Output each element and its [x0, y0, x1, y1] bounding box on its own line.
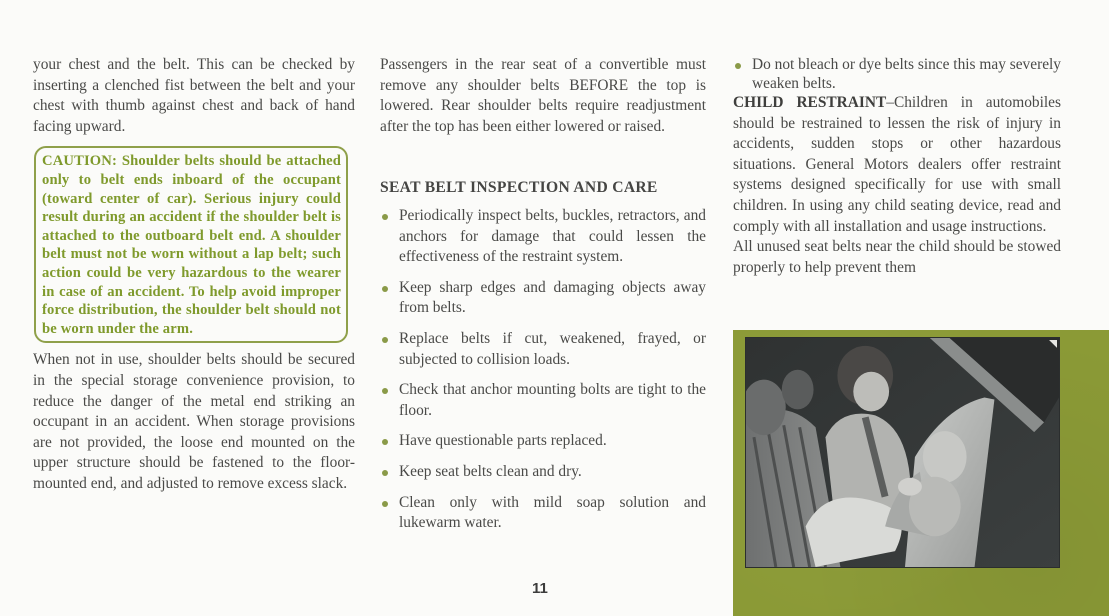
list-item: Periodically inspect belts, buckles, retractors, and anchors for damage that could lessen the effectiveness of the restraint system. [380, 206, 706, 268]
list-item: Clean only with mild soap solution and lukewarm water. [380, 493, 706, 534]
list-item: Keep sharp edges and damaging objects away from belts. [380, 278, 706, 319]
column-left [33, 55, 355, 494]
column-middle [380, 55, 706, 544]
bullet-icon [382, 439, 388, 445]
child-restraint-paragraph [733, 93, 1061, 237]
list-item: Check that anchor mounting bolts are tight to the floor. [380, 380, 706, 421]
section-heading-inspection: SEAT BELT INSPECTION AND CARE [380, 179, 658, 197]
list-item: Do not bleach or dye belts since this may severely weaken belts. [733, 55, 1061, 93]
unused-belts-paragraph: All unused seat belts near the child should be stowed properly to help prevent them [733, 238, 1061, 276]
storage-paragraph: When not in use, shoulder belts should be secured in the special storage convenience provision, to reduce the danger of the metal end striking an occupant in an accident. When storage provisions are not provided, the loose end mounted on the upper structure should be fastened to the floor-mounted end, and adjusted to remove excess slack. [33, 351, 355, 492]
bullet-icon [382, 501, 388, 507]
child-seat-photo [745, 337, 1060, 568]
column-right [733, 55, 1061, 278]
caution-text: CAUTION: Shoulder belts should be attached only to belt ends inboard of the occupant (toward center of car). Serious injury could result during an accident if the shoulder belt is attached to the outboard belt end. A shoulder belt must not be worn without a lap belt; such action could be very hazardous to the wearer in case of an accident. To help avoid improper force distribution, the shoulder belt should not be worn under the arm. [42, 153, 341, 337]
list-item: Keep seat belts clean and dry. [380, 462, 706, 483]
bullet-icon [735, 63, 741, 69]
bullet-icon [382, 337, 388, 343]
inspection-list [380, 206, 706, 534]
list-item: Have questionable parts replaced. [380, 431, 706, 452]
bullet-icon [382, 388, 388, 394]
care-list-continued [733, 55, 1061, 93]
child-restraint-text: –Children in automobiles should be restrained to lessen the risk of injury in accidents, sudden stops or other hazardous situations. General Motors dealers offer restraint systems designed specifically for use with small children. In using any child seating device, read and comply with all installation and usage instructions. [733, 94, 1061, 235]
chest-check-paragraph: your chest and the belt. This can be checked by inserting a clenched fist between the belt and your chest with thumb against chest and back of hand facing upward. [33, 56, 355, 135]
caution-box [34, 146, 348, 343]
bullet-icon [382, 214, 388, 220]
list-item: Replace belts if cut, weakened, frayed, or subjected to collision loads. [380, 329, 706, 370]
bullet-icon [382, 470, 388, 476]
photo-illustration [746, 338, 1059, 567]
convertible-paragraph: Passengers in the rear seat of a convertible must remove any shoulder belts BEFORE the top is lowered. Rear shoulder belts require readjustment after the top has been either lowered or raised. [380, 56, 706, 135]
page-number: 11 [532, 580, 548, 597]
child-restraint-heading: CHILD RESTRAINT [733, 94, 887, 111]
bullet-icon [382, 286, 388, 292]
photo-panel [733, 330, 1109, 616]
